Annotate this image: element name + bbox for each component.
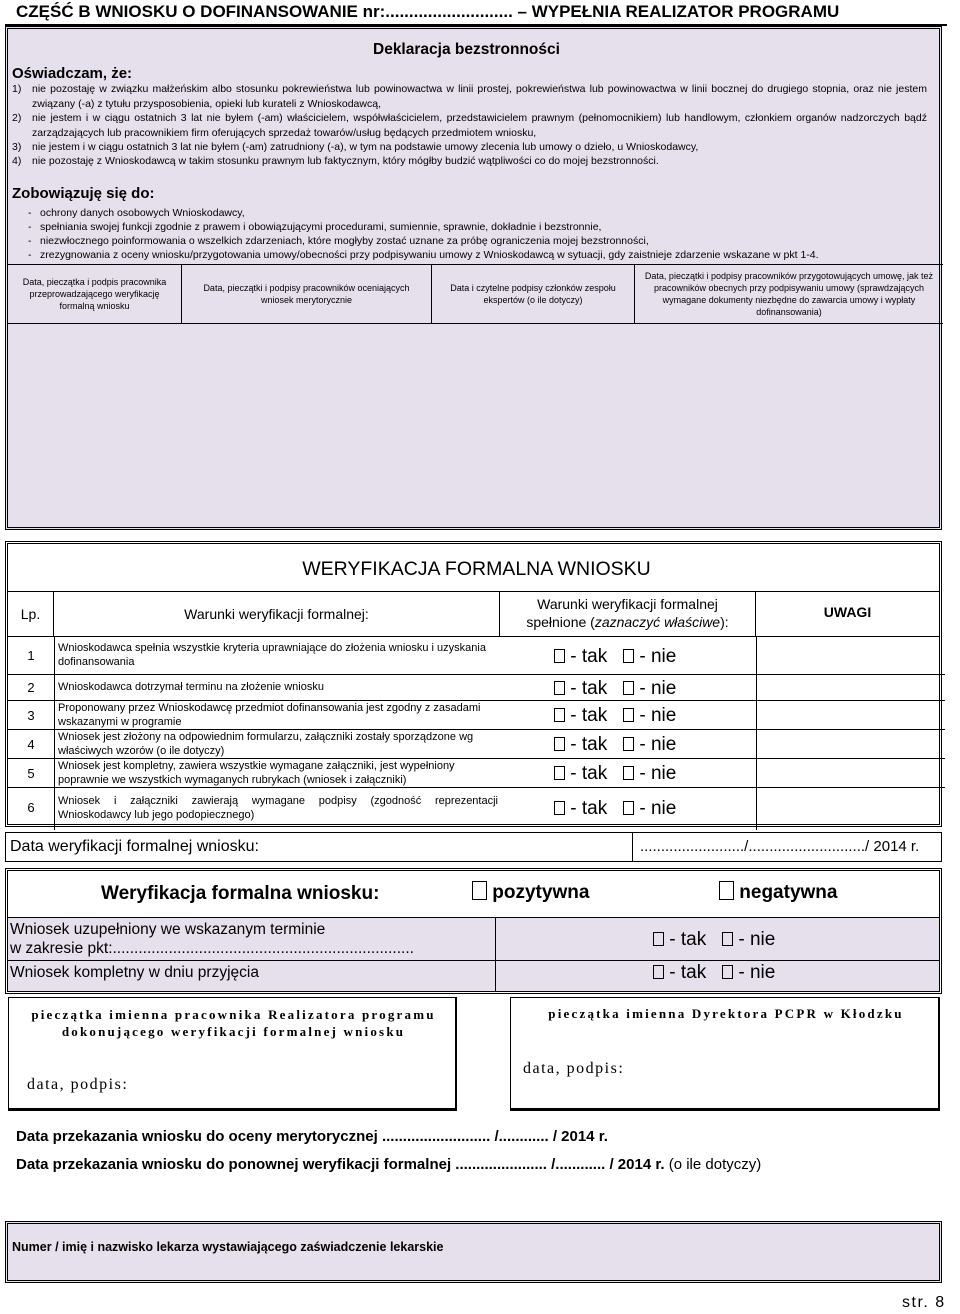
complete-row: Wniosek kompletny w dniu przyjęcia - tak - nie [8,961,939,991]
yes-no-choice: - tak - nie [554,678,676,700]
result-positive-option[interactable]: pozytywna [472,881,589,904]
yes-no-choice: - tak - nie [554,734,676,756]
column-divider [632,833,633,861]
signature-label: data, podpis: [27,1076,129,1093]
declaration-item: 4) nie pozostaję z Wnioskodawcą w takim stosunku prawnym lub faktycznym, który mógłby budzić wątpliwości co do mojej bezstronności. [12,155,659,167]
checkbox-no[interactable] [623,681,634,695]
column-divider [495,918,496,960]
checkbox-no[interactable] [623,766,634,780]
verification-date-label: Data weryfikacji formalnej wniosku: [10,838,259,855]
checkbox-yes[interactable] [554,681,565,695]
checkbox-no[interactable] [623,649,634,663]
checkbox-yes[interactable] [554,737,565,751]
column-header-notes: UWAGI [823,604,872,620]
verification-row: 6 Wniosek i załączniki zawierają wymagane podpisy (zgodność reprezentacji Wnioskodawcy lub jego podopiecznego) - tak - nie [27,795,677,821]
verification-row: 3 Proponowany przez Wnioskodawcę przedmiot dofinansowania jest zgodny z zasadami wskazanymi w programie - tak - nie [8,701,945,730]
declaration-statement-heading: Oświadczam, że: [12,65,133,82]
checkbox-no[interactable] [623,737,634,751]
supplemented-row: Wniosek uzupełniony we wskazanym terminie w zakresie pkt:...................................................................... - tak - nie [8,917,939,961]
yes-no-choice: - tak - nie [554,798,676,820]
verification-row: 2 Wnioskodawca dotrzymał terminu na złożenie wniosku - tak - nie [8,675,945,701]
stamp-box-director[interactable]: pieczątka imienna Dyrektora PCPR w Kłodzku data, podpis: [510,997,940,1111]
checkbox-yes[interactable] [554,801,565,815]
verification-date-field[interactable]: ........................./............................/ 2014 r. [640,838,920,855]
obligations-heading: Zobowiązuję się do: [12,185,155,202]
yes-no-choice: - tak - nie [653,962,775,984]
reverification-transfer-date[interactable]: Data przekazania wniosku do ponownej weryfikacji formalnej ...................... /............ / 2014 r. (o ile dotyczy) [16,1156,762,1173]
checkbox-no[interactable] [722,965,733,979]
verification-date-row [5,832,942,862]
formal-result-label: Weryfikacja formalna wniosku: [101,883,380,904]
impartiality-declaration-section: Deklaracja bezstronności Oświadczam, że: 1) nie pozostaję w związku małżeńskim albo stosunku pokrewieństwa lub powinowactwa w linii prostej, pokrewieństwa lub powinowactwa w linii bocznej do drugiego stopnia, oraz nie jestem związany (-a) z tytułu przysposobienia, opieki lub kurateli z Wnioskodawcą, 2) nie jestem i w ciągu ostatnich 3 lat nie byłem (-am) właścicielem, współwłaścicielem, przedstawicielem prawnym (pełnomocnikiem) lub handlowym, członkiem organów nadzorczych bądź zarządzających lub pracownikiem firm oferujących sprzedaż towarów/usług będących przedmiotem wniosku, 3) nie jestem i w ciągu ostatnich 3 lat nie byłem (-am) zatrudniony (-a), w tym na podstawie umowy zlecenia lub umowy o dzieło, u Wnioskodawcy, 4) nie pozostaję z Wnioskodawcą w takim stosunku prawnym lub faktycznym, który mógłby budzić wątpliwości co do mojej bezstronności. Zobowiązuję się do: - ochrony danych osobowych Wnioskodawcy, - spełniania swojej funkcji zgodnie z prawem i obowiązującymi procedurami, sumiennie, sprawnie, dokładnie i bezstronnie, - niezwłocznego poinformowania o wszelkich zdarzeniach, które mogłyby zostać uznane za próbę ograniczenia mojej bezstronności, - zrezygnowania z oceny wniosku/przygotowania umowy/obecności przy podpisywaniu umowy z Wnioskodawcą w sytuacji, gdy zaistnieje zdarzenie wskazane w pkt 1-4. Data, pieczątka i podpis pracownika przeprowadzającego weryfikację formalną wniosku Data, pieczątki i podpisy pracowników oceniających wniosek merytorycznie Data i czytelne podpisy członków zespołu ekspertów (o ile dotyczy) Data, pieczątki i podpisy pracowników przygotowujących umowę, jak też pracowników obecnych przy podpisywaniu umowy (sprawdzających wymagane dokumenty niezbędne do zawarcia umowy i wypłaty dofinansowania) [5,26,942,530]
verification-table-header [8,591,939,637]
formal-verification-result [5,868,942,994]
form-header-title: CZĘŚĆ B WNIOSKU O DOFINANSOWANIE nr:........................... – WYPEŁNIA REALIZATOR PROGRAMU [16,2,840,21]
declaration-item: 3) nie jestem i w ciągu ostatnich 3 lat nie byłem (-am) zatrudniony (-a), w tym na podstawie umowy zlecenia lub umowy o dzieło, u Wnioskodawcy, [12,141,699,153]
verification-row: 5 Wniosek jest kompletny, zawiera wszystkie wymagane załączniki, jest wypełniony poprawnie we wszystkich wymaganych rubrykach (wniosek i załączniki) - tak - nie [8,759,945,788]
yes-no-choice: - tak - nie [554,646,676,668]
declaration-title: Deklaracja bezstronności [373,41,560,58]
verification-title: WERYFIKACJA FORMALNA WNIOSKU [302,558,651,580]
stamp-box-realizator[interactable]: pieczątka imienna pracownika Realizatora programu dokonującego weryfikacji formalnej wniosku data, podpis: [8,997,457,1111]
signature-cell-contract-staff[interactable]: Data, pieczątki i podpisy pracowników przygotowujących umowę, jak też pracowników obecnych przy podpisywaniu umowy (sprawdzających wymagane dokumenty niezbędne do zawarcia umowy i wypłaty dofinansowania) [644,271,934,317]
signature-cell-formal-verifier[interactable]: Data, pieczątka i podpis pracownika przeprowadzającego weryfikację formalną wniosku [8,265,182,323]
checkbox-yes[interactable] [653,965,664,979]
checkbox-yes[interactable] [653,932,664,946]
checkbox-no[interactable] [722,932,733,946]
verification-row: 4 Wniosek jest złożony na odpowiednim formularzu, załączniki zostały sporządzone wg właściwych wzorów (o ile dotyczy) - tak - nie [8,730,945,759]
declaration-signature-row [8,264,943,324]
formal-verification-section [5,541,942,827]
column-header-lp: Lp. [8,592,54,636]
column-header-conditions: Warunki weryfikacji formalnej: [54,592,500,636]
signature-label: data, podpis: [523,1060,625,1077]
checkbox-yes[interactable] [554,766,565,780]
checkbox-no[interactable] [623,801,634,815]
column-header-fulfilled: Warunki weryfikacji formalnej spełnione (zaznaczyć właściwe): [500,592,756,636]
verification-row: 1 Wnioskodawca spełnia wszystkie kryteria uprawniające do złożenia wniosku i uzyskania dofinansowania - tak - nie [8,636,945,675]
yes-no-choice: - tak - nie [653,929,775,951]
column-divider [495,961,496,991]
checkbox-yes[interactable] [554,708,565,722]
declaration-item: 1) nie pozostaję w związku małżeńskim albo stosunku pokrewieństwa lub powinowactwa w linii prostej, pokrewieństwa lub powinowactwa w linii bocznej do drugiego stopnia, oraz nie jestem związany (-a) z tytułu przysposobienia, opieki lub kurateli z Wnioskodawcą, [12,83,927,110]
checkbox-positive[interactable] [472,881,487,900]
result-negative-option[interactable]: negatywna [719,881,837,904]
doctor-info-box[interactable] [5,1221,942,1283]
declaration-item: 2) nie jestem i w ciągu ostatnich 3 lat nie byłem (-am) właścicielem, współwłaścicielem, przedstawicielem prawnym (pełnomocnikiem) lub handlowym, członkiem organów nadzorczych bądź zarządzających lub pracownikiem firm oferujących sprzedaż towarów/usług będących przedmiotem wniosku, [12,112,927,139]
checkbox-no[interactable] [623,708,634,722]
doctor-info-label: Numer / imię i nazwisko lekarza wystawiającego zaświadczenie lekarskie [12,1240,444,1254]
merit-evaluation-transfer-date[interactable]: Data przekazania wniosku do oceny merytorycznej .......................... /............ / 2014 r. [16,1128,608,1145]
page-number: str. 8 [902,1294,946,1311]
signature-cell-merit-evaluators[interactable]: Data, pieczątki i podpisy pracowników oceniających wniosek merytorycznie [182,265,432,323]
yes-no-choice: - tak - nie [554,705,676,727]
signature-cell-expert-team[interactable]: Data i czytelne podpisy członków zespołu ekspertów (o ile dotyczy) [432,265,635,323]
checkbox-negative[interactable] [719,881,734,900]
checkbox-yes[interactable] [554,649,565,663]
yes-no-choice: - tak - nie [554,763,676,785]
